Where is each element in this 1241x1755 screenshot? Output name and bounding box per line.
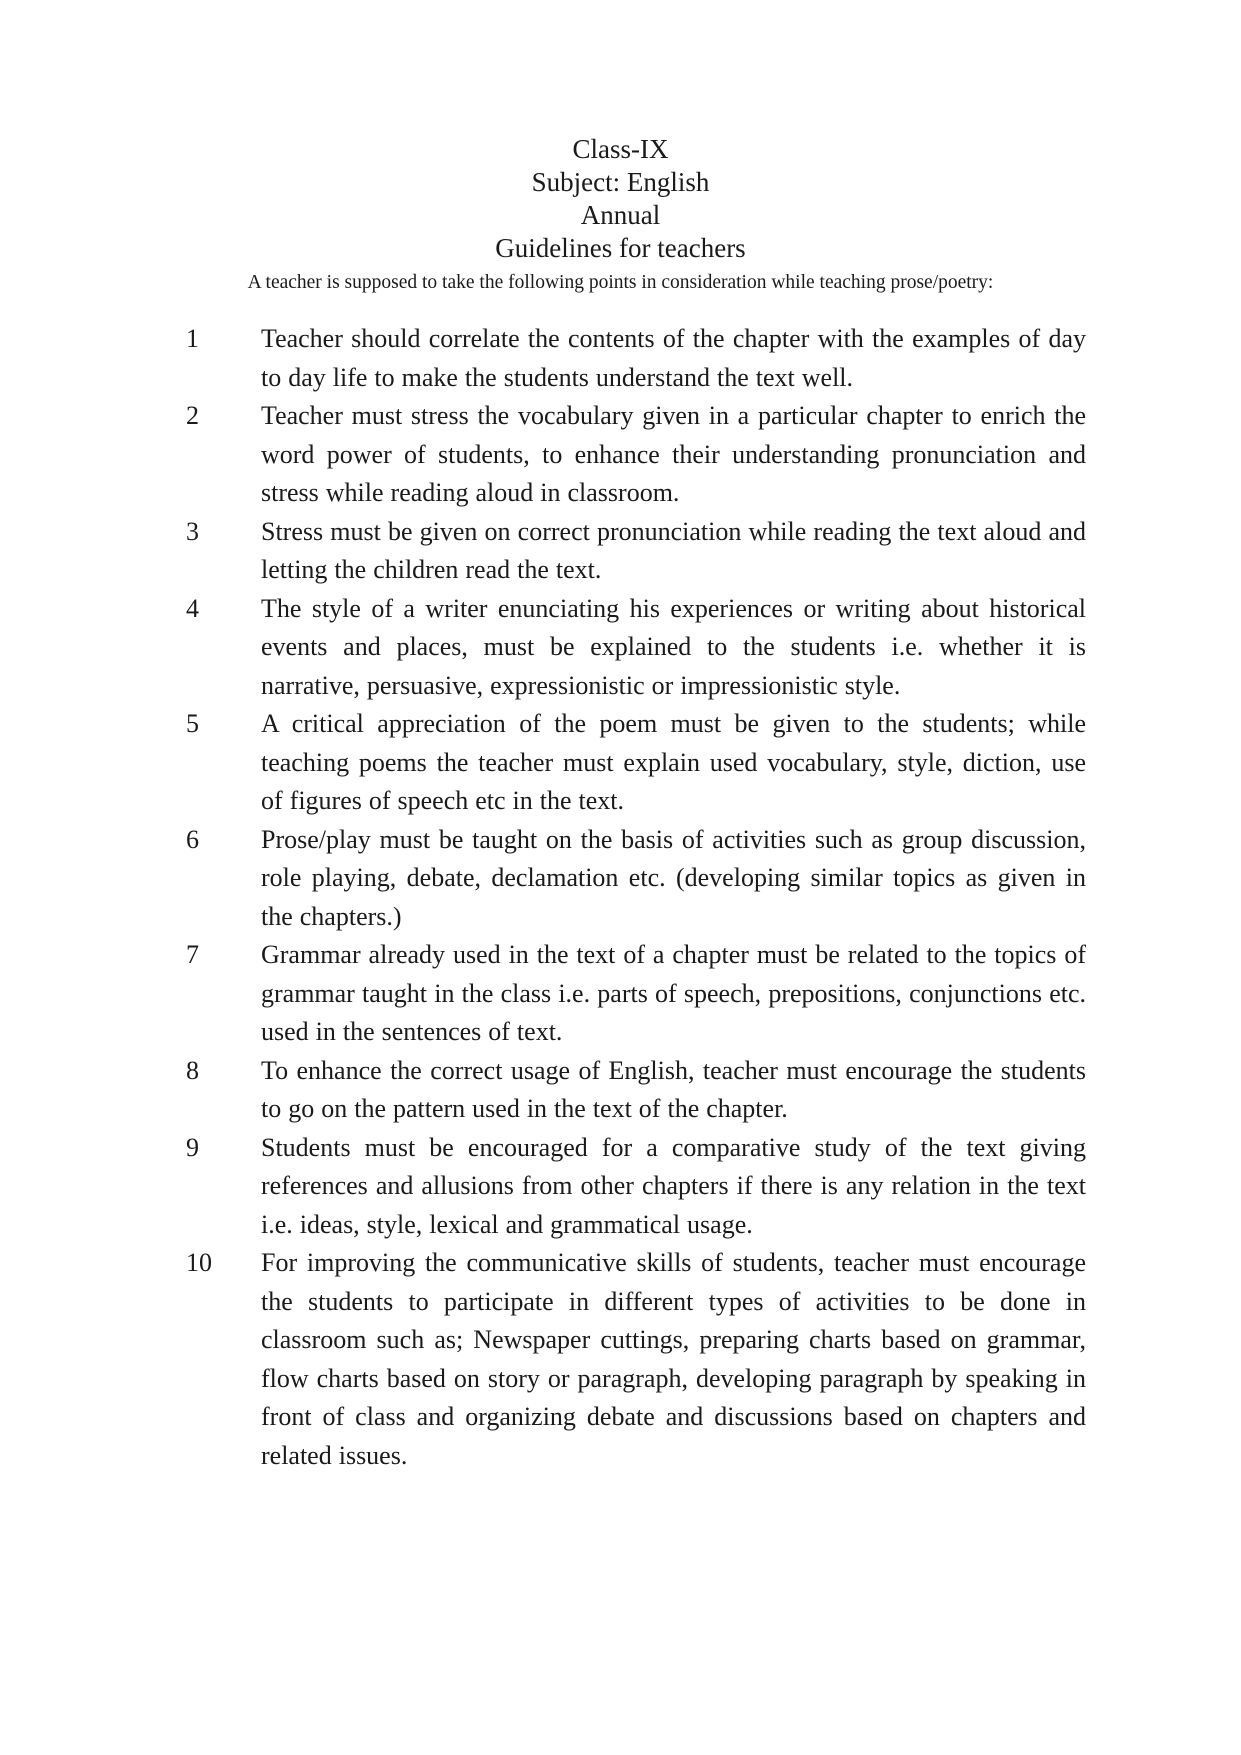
item-number: 8 [186,1055,199,1085]
document-header [0,133,1241,265]
list-item [186,397,1086,513]
list-item [186,320,1086,397]
list-item [186,590,1086,706]
term-label: Annual [580,200,661,230]
item-number: 9 [186,1132,199,1162]
item-number: 6 [186,824,199,854]
item-text: A critical appreciation of the poem must be given to the students; while teaching poems the teacher must explain used vocabulary, style, diction, use of figures of speech etc in the text. [261,709,1086,815]
class-label: Class-IX [572,134,669,164]
item-number: 2 [186,401,199,430]
guidelines-list [186,320,1086,1475]
item-number: 1 [186,324,199,353]
item-text: Teacher must stress the vocabulary given in a particular chapter to enrich the word power of students, to enhance their understanding pronunciation and stress while reading aloud in classroom. [261,401,1086,507]
item-text: The style of a writer enunciating his experiences or writing about historical events and places, must be explained to the students i.e. whether it is narrative, persuasive, expressionistic or impressionistic style. [261,593,1086,700]
item-number: 5 [186,709,199,738]
document-title: Guidelines for teachers [495,233,746,263]
list-item [186,821,1086,937]
intro-text: A teacher is supposed to take the following points in consideration while teaching prose/poetry: [247,272,994,293]
item-number: 7 [186,940,199,969]
item-text: Stress must be given on correct pronunciation while reading the text aloud and letting the children read the text. [261,516,1086,584]
list-item [186,705,1086,821]
item-text: Grammar already used in the text of a chapter must be related to the topics of grammar taught in the class i.e. parts of speech, prepositions, conjunctions etc. used in the sentences of text. [261,940,1086,1046]
list-item [186,1129,1086,1245]
subject-label: Subject: English [531,167,710,197]
item-number: 3 [186,516,199,546]
list-item [186,936,1086,1052]
list-item [186,513,1086,590]
list-item [186,1244,1086,1475]
item-text: Teacher should correlate the contents of the chapter with the examples of day to day life to make the students understand the text well. [261,324,1086,392]
item-text: For improving the communicative skills of students, teacher must encourage the students to participate in different types of activities to be done in classroom such as; Newspaper cuttings, preparing charts based on grammar, flow charts based on story or paragraph, developing paragraph by speaking in front of class and organizing debate and discussions based on chapters and related issues. [261,1248,1086,1470]
item-text: To enhance the correct usage of English, teacher must encourage the students to go on the pattern used in the text of the chapter. [261,1055,1086,1123]
item-number: 10 [186,1248,212,1277]
item-number: 4 [186,593,199,623]
item-text: Prose/play must be taught on the basis of activities such as group discussion, role playing, debate, declamation etc. (developing similar topics as given in the chapters.) [261,824,1086,931]
list-item [186,1052,1086,1129]
item-text: Students must be encouraged for a comparative study of the text giving references and allusions from other chapters if there is any relation in the text i.e. ideas, style, lexical and grammatical usage. [261,1132,1086,1239]
